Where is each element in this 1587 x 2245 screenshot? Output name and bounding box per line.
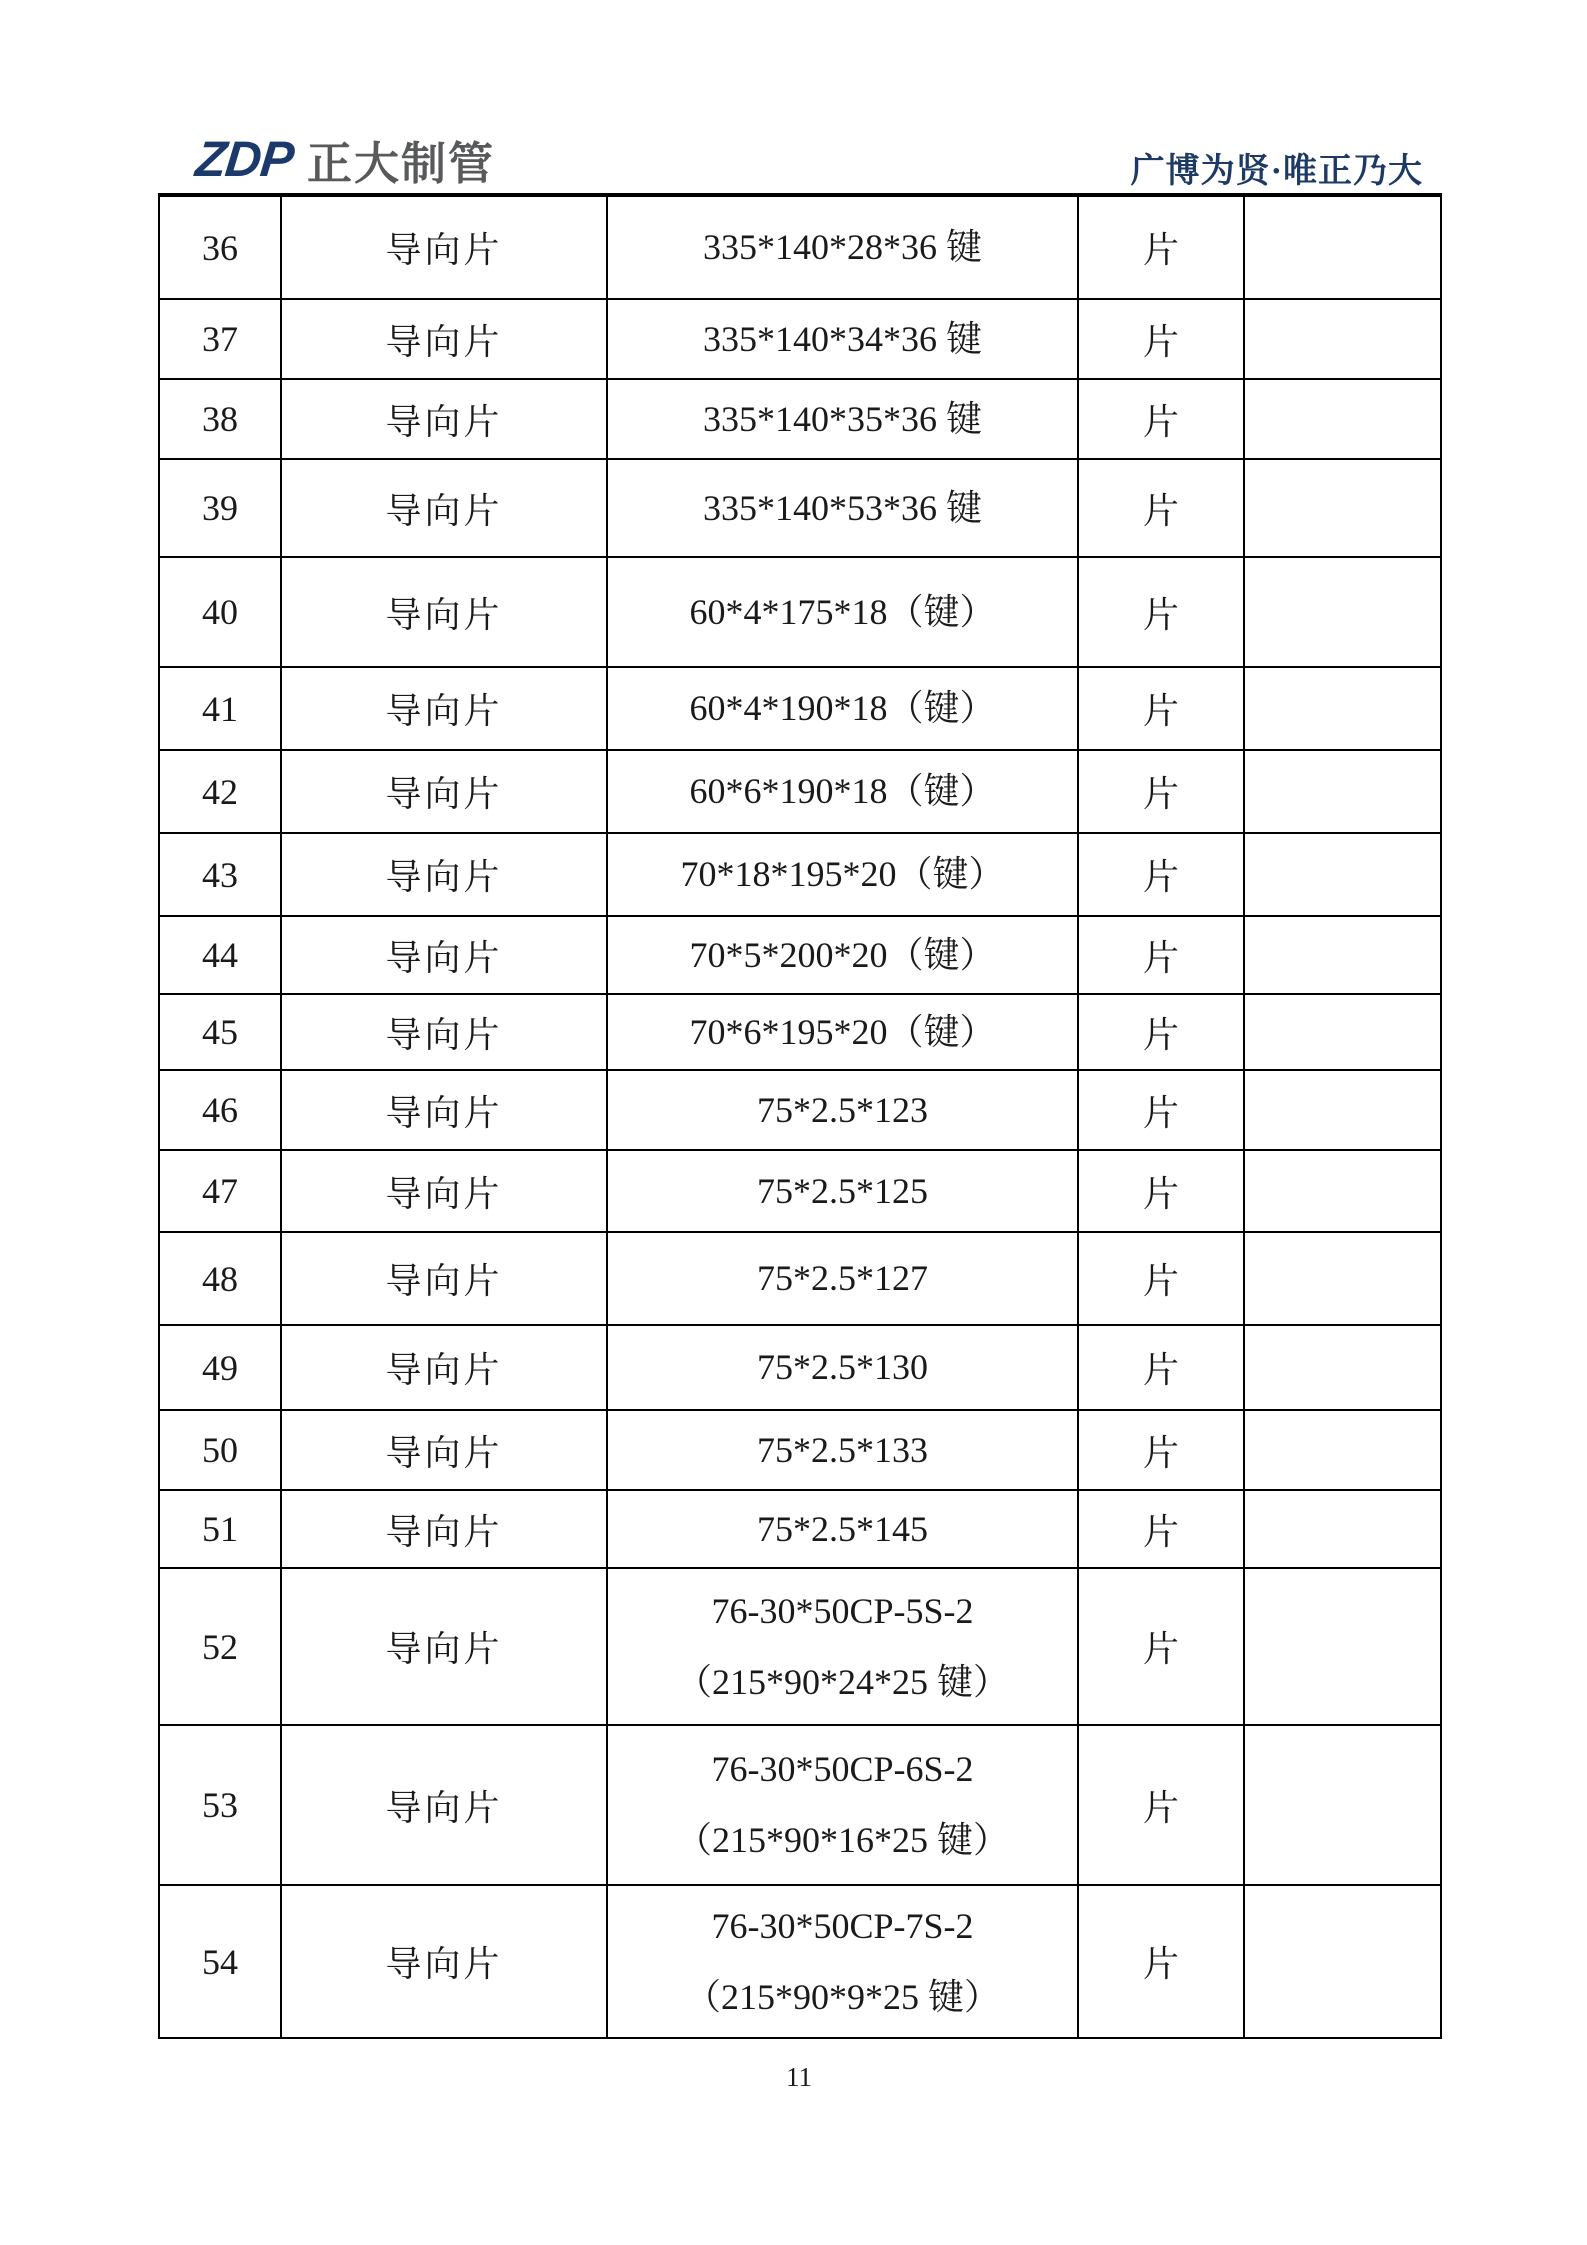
cell-part-name: 导向片 bbox=[281, 299, 607, 379]
cell-note bbox=[1244, 1070, 1441, 1150]
cell-part-name: 导向片 bbox=[281, 750, 607, 833]
cell-part-name: 导向片 bbox=[281, 1232, 607, 1325]
table-row bbox=[159, 299, 1441, 379]
cell-spec bbox=[607, 1410, 1078, 1490]
cell-unit: 片 bbox=[1078, 379, 1244, 459]
cell-serial: 51 bbox=[159, 1490, 281, 1568]
cell-serial: 50 bbox=[159, 1410, 281, 1490]
cell-serial: 41 bbox=[159, 667, 281, 750]
table-row bbox=[159, 750, 1441, 833]
cell-part-name: 导向片 bbox=[281, 379, 607, 459]
spec-line: 335*140*35*36 键 bbox=[703, 398, 982, 439]
spec-line: 335*140*34*36 键 bbox=[703, 318, 982, 359]
spec-line: 75*2.5*125 bbox=[757, 1170, 928, 1211]
cell-part-name: 导向片 bbox=[281, 833, 607, 916]
spec-line: 70*5*200*20（键） bbox=[689, 934, 996, 975]
spec-line: （215*90*9*25 键） bbox=[684, 1976, 1000, 2017]
cell-unit: 片 bbox=[1078, 1232, 1244, 1325]
cell-unit: 片 bbox=[1078, 916, 1244, 994]
table-row bbox=[159, 1150, 1441, 1232]
cell-spec bbox=[607, 833, 1078, 916]
cell-part-name: 导向片 bbox=[281, 1410, 607, 1490]
spec-line: 60*6*190*18（键） bbox=[689, 771, 996, 811]
cell-spec bbox=[607, 916, 1078, 994]
spec-line: 76-30*50CP-7S-2 bbox=[711, 1905, 974, 1946]
page-number: 11 bbox=[786, 2062, 812, 2092]
cell-part-name: 导向片 bbox=[281, 667, 607, 750]
cell-unit: 片 bbox=[1078, 667, 1244, 750]
cell-unit: 片 bbox=[1078, 994, 1244, 1070]
spec-line: （215*90*24*25 键） bbox=[675, 1661, 1009, 1702]
cell-note bbox=[1244, 459, 1441, 557]
cell-spec bbox=[607, 459, 1078, 557]
cell-note bbox=[1244, 557, 1441, 667]
table-row bbox=[159, 1725, 1441, 1885]
cell-note bbox=[1244, 1410, 1441, 1490]
table-row bbox=[159, 833, 1441, 916]
cell-serial: 38 bbox=[159, 379, 281, 459]
spec-line: 335*140*28*36 键 bbox=[703, 227, 982, 267]
spec-line: 75*2.5*145 bbox=[757, 1508, 928, 1549]
cell-unit: 片 bbox=[1078, 1410, 1244, 1490]
table-row bbox=[159, 1325, 1441, 1410]
table-row bbox=[159, 1490, 1441, 1568]
cell-spec bbox=[607, 750, 1078, 833]
cell-part-name: 导向片 bbox=[281, 916, 607, 994]
spec-line: 75*2.5*133 bbox=[757, 1429, 928, 1470]
spec-line: 75*2.5*130 bbox=[757, 1347, 928, 1387]
table-row bbox=[159, 994, 1441, 1070]
table-row bbox=[159, 667, 1441, 750]
cell-serial: 52 bbox=[159, 1568, 281, 1725]
spec-line: 335*140*53*36 键 bbox=[703, 487, 982, 528]
spec-line: 76-30*50CP-5S-2 bbox=[711, 1590, 974, 1631]
cell-note bbox=[1244, 833, 1441, 916]
cell-unit: 片 bbox=[1078, 1325, 1244, 1410]
parts-table-body bbox=[159, 195, 1441, 2038]
cell-spec bbox=[607, 994, 1078, 1070]
cell-serial: 54 bbox=[159, 1885, 281, 2038]
cell-spec bbox=[607, 1725, 1078, 1885]
cell-serial: 45 bbox=[159, 994, 281, 1070]
cell-serial: 44 bbox=[159, 916, 281, 994]
cell-spec bbox=[607, 1885, 1078, 2038]
cell-part-name: 导向片 bbox=[281, 1150, 607, 1232]
cell-spec bbox=[607, 195, 1078, 299]
cell-serial: 40 bbox=[159, 557, 281, 667]
cell-unit: 片 bbox=[1078, 459, 1244, 557]
cell-note bbox=[1244, 1885, 1441, 2038]
cell-unit: 片 bbox=[1078, 299, 1244, 379]
cell-note bbox=[1244, 750, 1441, 833]
header-tagline: 广博为贤·唯正乃大 bbox=[1130, 153, 1423, 190]
cell-spec bbox=[607, 1325, 1078, 1410]
cell-note bbox=[1244, 1725, 1441, 1885]
cell-part-name: 导向片 bbox=[281, 1885, 607, 2038]
cell-serial: 53 bbox=[159, 1725, 281, 1885]
table-row bbox=[159, 195, 1441, 299]
cell-unit: 片 bbox=[1078, 1725, 1244, 1885]
cell-serial: 46 bbox=[159, 1070, 281, 1150]
cell-unit: 片 bbox=[1078, 750, 1244, 833]
spec-line: 70*18*195*20（键） bbox=[680, 854, 1005, 894]
cell-note bbox=[1244, 1325, 1441, 1410]
cell-note bbox=[1244, 1568, 1441, 1725]
spec-line: （215*90*16*25 键） bbox=[675, 1820, 1009, 1860]
cell-part-name: 导向片 bbox=[281, 195, 607, 299]
cell-note bbox=[1244, 1150, 1441, 1232]
spec-line: 60*4*190*18（键） bbox=[689, 688, 996, 728]
table-row bbox=[159, 459, 1441, 557]
cell-note bbox=[1244, 1490, 1441, 1568]
spec-line: 75*2.5*127 bbox=[757, 1258, 928, 1298]
table-row bbox=[159, 916, 1441, 994]
spec-line: 75*2.5*123 bbox=[757, 1089, 928, 1130]
cell-serial: 39 bbox=[159, 459, 281, 557]
spec-line: 76-30*50CP-6S-2 bbox=[711, 1749, 974, 1789]
cell-serial: 49 bbox=[159, 1325, 281, 1410]
cell-part-name: 导向片 bbox=[281, 459, 607, 557]
cell-note bbox=[1244, 299, 1441, 379]
cell-unit: 片 bbox=[1078, 195, 1244, 299]
cell-note bbox=[1244, 667, 1441, 750]
cell-serial: 47 bbox=[159, 1150, 281, 1232]
cell-serial: 43 bbox=[159, 833, 281, 916]
cell-unit: 片 bbox=[1078, 1070, 1244, 1150]
cell-part-name: 导向片 bbox=[281, 1325, 607, 1410]
cell-serial: 36 bbox=[159, 195, 281, 299]
table-row bbox=[159, 1568, 1441, 1725]
table-row bbox=[159, 1070, 1441, 1150]
table-row bbox=[159, 379, 1441, 459]
cell-serial: 48 bbox=[159, 1232, 281, 1325]
cell-note bbox=[1244, 994, 1441, 1070]
cell-spec bbox=[607, 1490, 1078, 1568]
cell-serial: 37 bbox=[159, 299, 281, 379]
table-row bbox=[159, 1232, 1441, 1325]
cell-part-name: 导向片 bbox=[281, 994, 607, 1070]
cell-spec bbox=[607, 1150, 1078, 1232]
logo-zdp-icon: ZDP bbox=[193, 131, 296, 187]
cell-unit: 片 bbox=[1078, 1490, 1244, 1568]
cell-part-name: 导向片 bbox=[281, 557, 607, 667]
cell-note bbox=[1244, 916, 1441, 994]
cell-spec bbox=[607, 379, 1078, 459]
cell-spec bbox=[607, 1070, 1078, 1150]
cell-unit: 片 bbox=[1078, 833, 1244, 916]
cell-unit: 片 bbox=[1078, 1885, 1244, 2038]
cell-serial: 42 bbox=[159, 750, 281, 833]
cell-note bbox=[1244, 1232, 1441, 1325]
cell-unit: 片 bbox=[1078, 1150, 1244, 1232]
logo-company-name: 正大制管 bbox=[307, 137, 496, 189]
cell-part-name: 导向片 bbox=[281, 1490, 607, 1568]
cell-spec bbox=[607, 299, 1078, 379]
cell-spec bbox=[607, 667, 1078, 750]
cell-part-name: 导向片 bbox=[281, 1568, 607, 1725]
spec-line: 60*4*175*18（键） bbox=[689, 591, 996, 632]
cell-note bbox=[1244, 195, 1441, 299]
cell-spec bbox=[607, 557, 1078, 667]
table-row bbox=[159, 1410, 1441, 1490]
spec-line: 70*6*195*20（键） bbox=[689, 1011, 996, 1052]
cell-note bbox=[1244, 379, 1441, 459]
cell-unit: 片 bbox=[1078, 1568, 1244, 1725]
table-row bbox=[159, 557, 1441, 667]
cell-part-name: 导向片 bbox=[281, 1070, 607, 1150]
company-logo bbox=[193, 130, 496, 189]
cell-spec bbox=[607, 1568, 1078, 1725]
cell-spec bbox=[607, 1232, 1078, 1325]
parts-table bbox=[158, 193, 1442, 2039]
table-row bbox=[159, 1885, 1441, 2038]
cell-unit: 片 bbox=[1078, 557, 1244, 667]
cell-part-name: 导向片 bbox=[281, 1725, 607, 1885]
